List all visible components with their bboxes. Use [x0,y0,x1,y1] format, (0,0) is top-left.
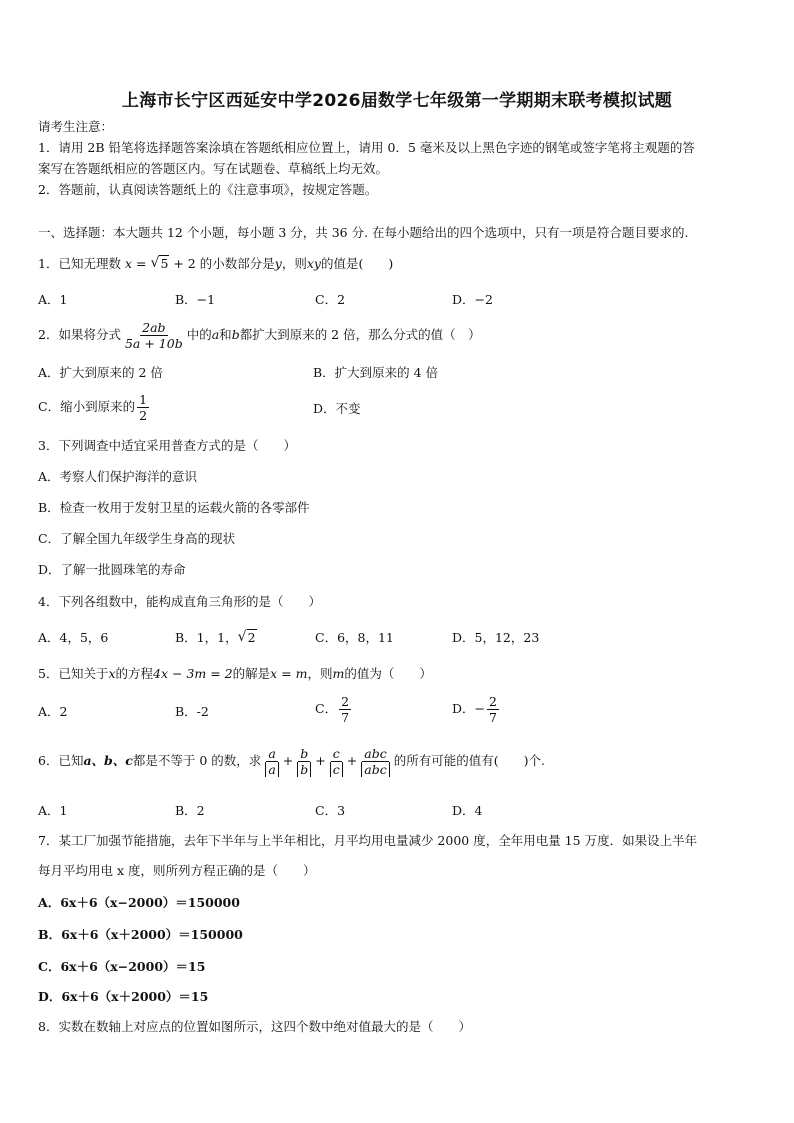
question-7-line-1: 7．某工厂加强节能措施，去年下半年与上半年相比，月平均用电量减少 2000 度，全年用电量 15 万度．如果设上半年 [38,833,698,848]
question-7-line-2: 每月平均用电 x 度，则所列方程正确的是（ ） [38,863,316,878]
q6-plus-2: + [315,753,326,768]
q5-option-b: B．-2 [175,704,209,719]
q2-numerator: 2ab [142,320,166,335]
question-4: 4．下列各组数中，能构成直角三角形的是（ ） [38,594,321,609]
q5-var-m: m [332,666,345,681]
q6-term-2-den: b [297,762,311,777]
q5-mid3: ，则 [307,666,333,681]
q6-term-1-den: a [265,762,278,777]
q6-term-3-den: c [330,762,343,777]
q2-option-c-text: C．缩小到原来的 [38,399,136,414]
q5-var-x: x [108,666,116,681]
q4-option-b-radicand: 2 [247,630,256,645]
q4-option-b-sqrt [238,629,257,647]
q5-equation: 4x − 3m = 2 [153,666,233,681]
q5-option-d-den: 7 [489,710,497,725]
q5-mid: 的方程 [115,666,154,681]
q1-option-c: C．2 [315,292,346,307]
q1-mid2: ，则 [281,256,307,271]
q4-option-b [175,629,257,647]
q6-term-3 [328,746,345,777]
q2-option-c-num: 1 [139,392,148,407]
q1-text: 1．已知无理数 [38,256,121,271]
q7-option-b: B．6x＋6（x＋2000）＝150000 [38,927,243,942]
q6-term-4-den: abc [361,762,389,777]
q2-mid: 中的 [186,327,212,342]
q3-option-a: A．考察人们保护海洋的意识 [38,469,198,484]
q5-solution: x = m [270,666,308,681]
q5-option-a: A．2 [38,704,68,719]
q7-option-a: A．6x＋6（x−2000）＝150000 [38,895,240,910]
q1-option-d: D．−2 [452,292,493,307]
q5-option-c-text: C． [315,701,338,716]
q1-eq: = [132,256,151,271]
q5-post: 的值为（ ） [344,666,432,681]
question-3: 3．下列调查中适宜采用普查方式的是（ ） [38,438,296,453]
q2-text: 2．如果将分式 [38,327,121,342]
q2-denominator: 5a + 10b [124,336,183,351]
q2-fraction [123,320,185,351]
q6-option-a: A．1 [38,803,68,818]
q2-option-b: B．扩大到原来的 4 倍 [313,365,439,380]
q3-option-c: C．了解全国九年级学生身高的现状 [38,531,236,546]
q5-text: 5．已知关于 [38,666,109,681]
q2-var-a: a [211,327,220,342]
q6-mid: 都是不等于 0 的数，求 [132,753,262,768]
notice-item-1-line-2: 案写在答题纸相应的答题区内。写在试题卷、草稿纸上均无效。 [38,161,389,176]
q5-option-d-num: 2 [489,694,497,709]
q4-option-c: C．6，8，11 [315,630,394,645]
q2-var-b: b [231,327,240,342]
q6-term-2-num: b [300,746,309,761]
q1-plus: + 2 [169,256,196,271]
q1-var-xy: xy [306,256,321,271]
question-1 [38,255,393,273]
q5-option-c-num: 2 [341,694,350,709]
q1-sqrt [150,255,169,273]
q6-term-3-num: c [332,746,340,761]
q6-option-c: C．3 [315,803,346,818]
q1-option-a: A．1 [38,292,68,307]
q6-plus-1: + [282,753,294,768]
q3-option-d: D．了解一批圆珠笔的寿命 [38,562,186,577]
q5-option-c [315,692,353,726]
q6-vars: a、b、c [83,753,133,768]
q4-option-a: A．4，5，6 [38,630,109,645]
question-8: 8．实数在数轴上对应点的位置如图所示，这四个数中绝对值最大的是（ ） [38,1019,471,1034]
q4-option-d: D．5，12，23 [452,630,540,645]
q2-post: 都扩大到原来的 2 倍，那么分式的值（ ） [239,327,481,342]
q6-term-2 [295,746,313,777]
question-2 [38,318,481,352]
notice-heading: 请考生注意： [38,119,114,134]
q5-option-d-text: D．− [452,701,485,716]
q5-option-d [452,692,501,726]
q2-option-c-den: 2 [139,408,148,423]
page-title: 上海市长宁区西延安中学2026届数学七年级第一学期期末联考模拟试题 [121,91,673,111]
q2-option-d: D．不变 [313,401,361,416]
q1-post: 的值是( ) [320,256,394,271]
q1-radicand: 5 [160,256,169,271]
question-5 [38,665,432,683]
q6-plus-3: + [346,753,358,768]
q5-option-c-fraction [339,694,351,725]
notice-item-1-line-1: 1．请用 2B 铅笔将选择题答案涂填在答题纸相应位置上，请用 0．5 毫米及以上黑色字迹的钢笔或签字笔将主观题的答 [38,140,695,155]
q5-option-c-den: 7 [341,710,350,725]
q2-option-c-fraction [137,392,149,423]
q1-mid: 的小数部分是 [199,256,275,271]
q7-option-c: C．6x＋6（x−2000）＝15 [38,959,206,974]
q5-mid2: 的解是 [232,666,271,681]
q5-option-d-fraction [487,694,499,725]
q2-option-a: A．扩大到原来的 2 倍 [38,365,163,380]
q6-post: 的所有可能的值有( )个. [393,753,545,768]
notice-item-2: 2．答题前，认真阅读答题纸上的《注意事项》，按规定答题。 [38,182,378,197]
q6-term-1 [263,746,280,777]
q6-option-d: D．4 [452,803,483,818]
q6-text: 6．已知 [38,753,84,768]
section-heading: 一、选择题：本大题共 12 个小题，每小题 3 分，共 36 分. 在每小题给出的四个选项中，只有一项是符合题目要求的. [38,225,689,240]
q1-option-b: B．−1 [175,292,216,307]
q2-option-c [38,390,151,424]
q6-term-4 [359,746,391,777]
q2-and: 和 [219,327,232,342]
q4-option-b-text: B．1，1， [175,630,238,645]
q6-term-4-num: abc [364,746,387,761]
q7-option-d: D．6x＋6（x＋2000）＝15 [38,989,209,1004]
q3-option-b: B．检查一枚用于发射卫星的运载火箭的各零部件 [38,500,310,515]
q1-var-x: x [124,256,133,271]
q6-option-b: B．2 [175,803,205,818]
q6-term-1-num: a [268,746,276,761]
question-6 [38,744,545,778]
q1-var-y: y [274,256,282,271]
